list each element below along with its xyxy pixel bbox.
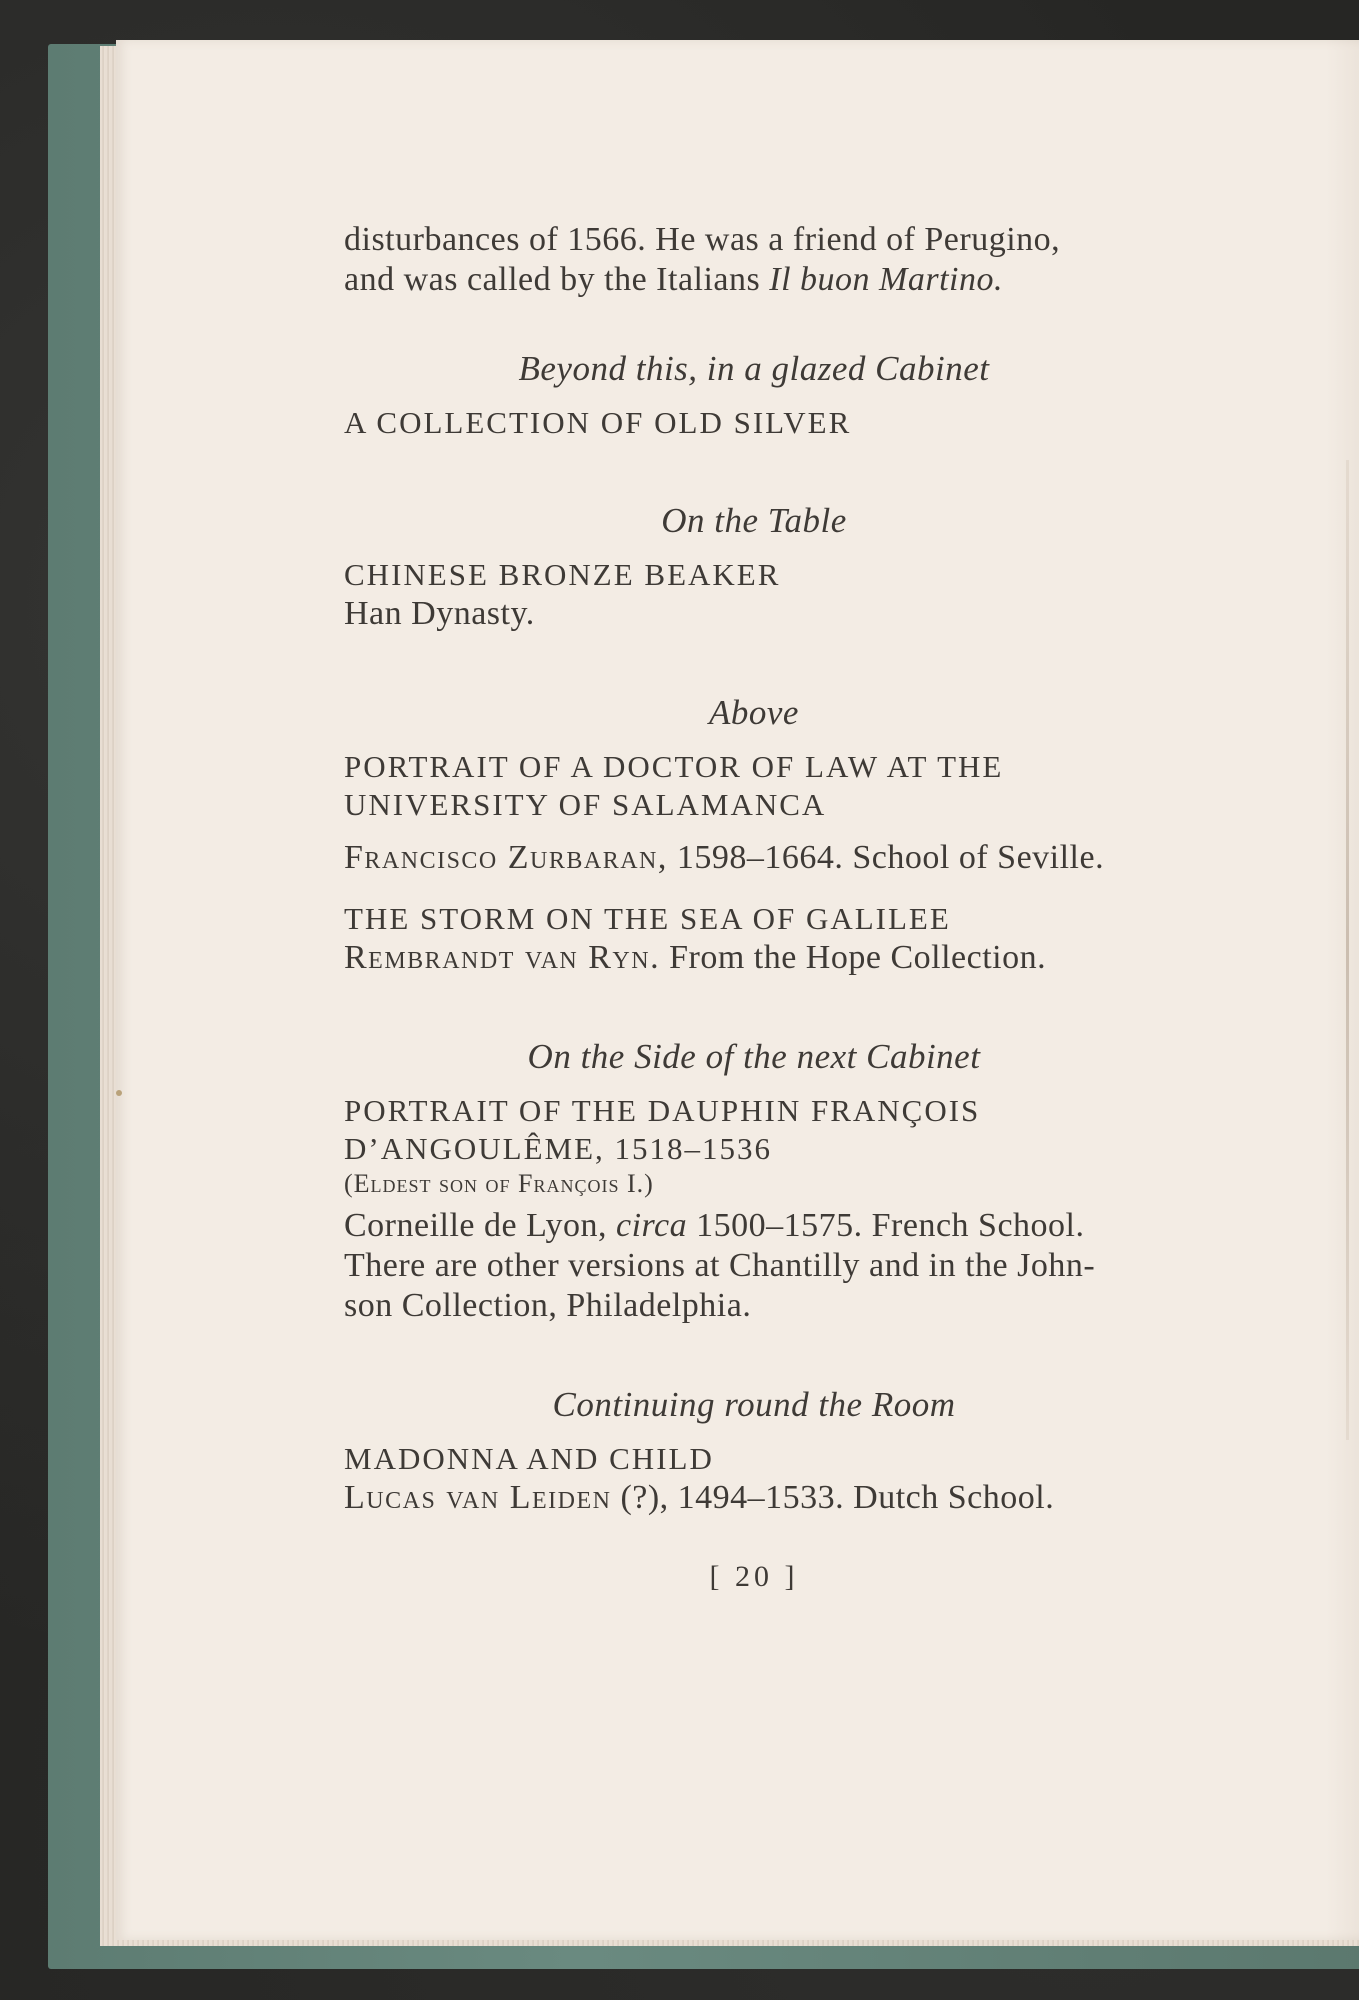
artist-detail: 1500–1575. French School. <box>687 1207 1085 1244</box>
item-artist-lucas-van-leiden <box>344 1478 1164 1518</box>
item-title-madonna-child: MADONNA AND CHILD <box>344 1441 714 1476</box>
page-number: [ 20 ] <box>709 1560 799 1593</box>
intro-line-2 <box>344 260 1164 300</box>
paper-speck <box>116 1090 122 1096</box>
section-heading-on-the-table: On the Table <box>661 501 847 540</box>
text-column <box>344 220 1164 1518</box>
item-title-dauphin-line-1: PORTRAIT OF THE DAUPHIN FRANÇOIS <box>344 1093 981 1128</box>
item-title-bronze-beaker: CHINESE BRONZE BEAKER <box>344 557 781 592</box>
heading-part-2: in a glazed Cabinet <box>697 349 990 388</box>
item-title-doctor-of-law-line-1: PORTRAIT OF A DOCTOR OF LAW AT THE <box>344 749 1004 784</box>
section-heading-above: Above <box>709 693 799 732</box>
page-fold-line <box>1346 460 1349 1440</box>
artist-detail: (?), 1494–1533. Dutch School. <box>611 1479 1055 1516</box>
intro-line-1: disturbances of 1566. He was a friend of Perugino, <box>344 221 1061 258</box>
item-artist-zurbaran <box>344 838 1164 878</box>
section-heading-glazed-cabinet <box>344 348 1164 390</box>
section-heading-continuing-round: Continuing round the Room <box>552 1385 956 1424</box>
item-old-silver: A COLLECTION OF OLD SILVER <box>344 405 852 440</box>
intro-line-2-italic: Il buon Martino. <box>769 261 1003 298</box>
item-title-storm-galilee: THE STORM ON THE SEA OF GALILEE <box>344 901 951 936</box>
artist-name: Rembrandt van Ryn. <box>344 939 661 976</box>
section-heading-side-of-cabinet: On the Side of the next Cabinet <box>527 1037 981 1076</box>
page-shadow <box>1326 40 1359 1940</box>
artist-circa: circa <box>616 1207 688 1244</box>
heading-part-1: Beyond this, <box>518 349 698 388</box>
item-artist-corneille <box>344 1206 1164 1246</box>
item-subtitle-eldest-son: (Eldest son of François I.) <box>344 1169 654 1198</box>
artist-name: Lucas van Leiden <box>344 1479 612 1516</box>
item-note-line-2: son Collection, Philadelphia. <box>344 1287 752 1324</box>
intro-line-2-text: and was called by the Italians <box>344 261 770 298</box>
item-note-line-1: There are other versions at Chantilly and in the John- <box>344 1247 1096 1284</box>
artist-name: Francisco Zurbaran, <box>344 839 668 876</box>
artist-name: Corneille de Lyon, <box>344 1207 617 1244</box>
item-title-dauphin-line-2: D’ANGOULÊME, 1518–1536 <box>344 1131 773 1166</box>
artist-detail: 1598–1664. School of Seville. <box>667 839 1105 876</box>
item-title-doctor-of-law-line-2: UNIVERSITY OF SALAMANCA <box>344 787 827 822</box>
item-note-han-dynasty: Han Dynasty. <box>344 595 535 632</box>
item-artist-rembrandt <box>344 938 1164 978</box>
artist-detail: From the Hope Collection. <box>660 939 1047 976</box>
